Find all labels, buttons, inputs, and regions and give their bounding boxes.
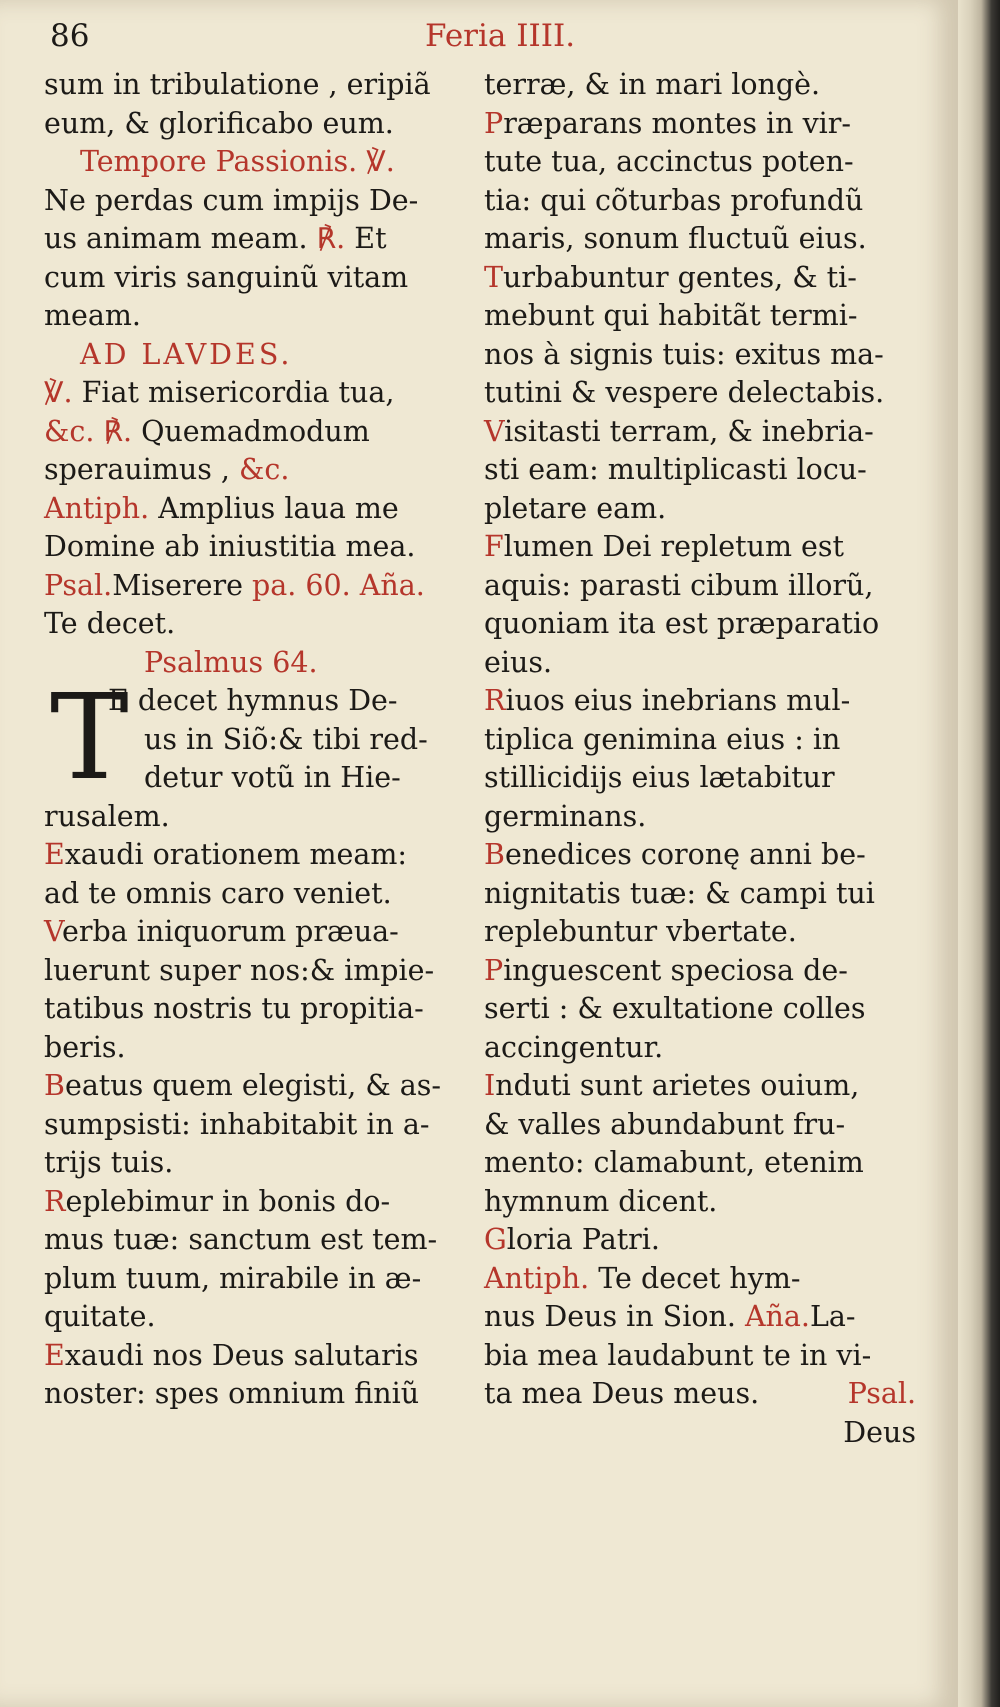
verse-line [44, 1106, 474, 1145]
verse-line [484, 490, 916, 529]
verse-line [484, 605, 916, 644]
verse-line [484, 297, 916, 336]
verse-line [484, 105, 916, 144]
verse-line [484, 1067, 916, 1106]
verse-initial: G [484, 1223, 507, 1256]
dropcap-block [44, 668, 474, 806]
verse-initial: F [484, 530, 504, 563]
verse-line [44, 1298, 474, 1337]
verse-text: iuos eius inebrians mul- [505, 684, 851, 717]
text-line [44, 567, 474, 606]
text-line [484, 1260, 916, 1299]
verse-text: tute tua, accinctus poten- [484, 145, 854, 178]
psalm-label: Psal. [847, 1377, 916, 1410]
verse-line [44, 990, 474, 1029]
verse-text: aquis: parasti cibum illorũ, [484, 568, 874, 602]
text-line [44, 220, 474, 259]
verse-text: mebunt qui habitãt termi- [484, 299, 858, 332]
text-span: nus Deus in Sion. [484, 1300, 736, 1333]
verse-text: eplebimur in bonis do- [65, 1184, 391, 1218]
verse-text: serti : & exultatione colles [484, 992, 866, 1025]
verse-text: inguescent speciosa de- [503, 953, 848, 987]
page-number: 86 [50, 18, 90, 54]
text-line [44, 490, 474, 529]
verse-text: ræparans montes in vir- [503, 106, 852, 140]
verse-text: sumpsisti: inhabitabit in a- [44, 1107, 430, 1141]
text-span: Quemadmodum [141, 414, 370, 448]
text-line: eum, & glorificabo eum. [44, 106, 394, 140]
verse-line [484, 374, 916, 413]
text-line [484, 1298, 916, 1337]
verse-text: noster: spes omnium finiũ [44, 1377, 420, 1410]
verse-line [484, 1144, 916, 1183]
verse-line [484, 1106, 916, 1145]
verse-text: nignitatis tuæ: & campi tui [484, 876, 875, 910]
verse-text: quoniam ita est præparatio [484, 607, 880, 640]
verse-line [44, 1221, 474, 1260]
verse-text: enedices coronę anni be- [504, 838, 866, 871]
right-verses [484, 105, 916, 1260]
verse-line [484, 336, 916, 375]
section-heading: AD LAVDES. [80, 337, 293, 371]
verse-text: tatibus nostris tu propitia- [44, 992, 424, 1025]
verse-initial: V [484, 414, 505, 448]
verse-text: isitasti terram, & inebria- [504, 414, 874, 448]
right-column [484, 66, 916, 1452]
antiphon-label: Antiph. [484, 1261, 590, 1295]
verse-initial: R [44, 1184, 66, 1218]
verse-text: nos à signis tuis: exitus ma- [484, 337, 884, 371]
text-line: meam. [44, 299, 141, 332]
text-span: us animam meam. [44, 222, 308, 255]
text-span: Fiat misericordia tua, [81, 376, 395, 409]
verse-text: mus tuæ: sanctum est tem- [44, 1223, 438, 1256]
verse-text: quitate. [44, 1300, 156, 1333]
text-span: sperauimus , [44, 453, 230, 486]
text-line: Ne perdas cum impijs De- [44, 183, 419, 217]
text-span: M [112, 568, 142, 602]
verse-initial: P [484, 106, 504, 140]
verse-text: luerunt super nos:& impie- [44, 953, 435, 987]
verse-initial: B [484, 838, 505, 871]
verse-initial: T [484, 260, 504, 294]
text-line: sum in tribulatione , eripiã [44, 68, 431, 101]
verse-text: urbabuntur gentes, & ti- [503, 260, 857, 294]
verse-line [484, 259, 916, 298]
page-reference: pa. 60. [252, 568, 351, 602]
text-span: La- [809, 1300, 856, 1333]
verse-text: loria Patri. [506, 1223, 660, 1256]
verse-line [484, 759, 916, 798]
text-line: cum viris sanguinũ vitam [44, 260, 409, 294]
text-span: Et [354, 222, 387, 255]
verse-initial: E [44, 838, 65, 871]
verse-line [484, 913, 916, 952]
verse-initial: E [44, 1338, 65, 1372]
verse-text: tia: qui cõturbas profundũ [484, 183, 864, 217]
verse-line [44, 1183, 474, 1222]
text-span: iserere [141, 568, 243, 602]
etc-mark: &c. [44, 414, 95, 448]
text-span: Te decet hym- [598, 1261, 801, 1295]
verse-line [484, 451, 916, 490]
verse-line [484, 682, 916, 721]
verse-initial: R [484, 684, 506, 717]
verse-line [44, 952, 474, 991]
verse-text: xaudi orationem meam: [64, 838, 407, 871]
left-column [44, 66, 474, 1414]
verse-text: accingentur. [484, 1030, 664, 1064]
verse-line [44, 913, 474, 952]
verse-text: pletare eam. [484, 491, 667, 525]
text-line: terræ, & in mari longè. [484, 68, 821, 101]
verse-line [484, 1221, 916, 1260]
response-mark: ℟. [103, 414, 133, 448]
verse-line [484, 567, 916, 606]
text-line [44, 413, 474, 452]
verse-line [484, 990, 916, 1029]
text-line [44, 374, 474, 413]
text-line: detur votũ in Hie- [144, 761, 401, 794]
versicle-mark: ℣. [44, 376, 73, 409]
verse-text: lumen Dei repletum est [503, 530, 844, 563]
verse-text: eatus quem elegisti, & as- [64, 1069, 442, 1102]
verse-line [484, 798, 916, 837]
catchword-line [484, 1414, 916, 1453]
antiphon-abbrev: Aña. [744, 1300, 810, 1333]
verse-line [484, 413, 916, 452]
verse-text: & valles abundabunt fru- [484, 1107, 846, 1141]
verse-line [44, 836, 474, 875]
verse-line [44, 1067, 474, 1106]
verse-text: stillicidijs eius lætabitur [484, 761, 835, 794]
verse-text: trijs tuis. [44, 1146, 174, 1179]
verse-text: sti eam: multiplicasti locu- [484, 453, 867, 486]
verse-line [484, 644, 916, 683]
text-line [484, 1375, 916, 1414]
verse-initial: I [484, 1069, 496, 1102]
verse-line [44, 1029, 474, 1068]
verse-initial: B [44, 1069, 65, 1102]
verse-line [484, 182, 916, 221]
verse-text: hymnum dicent. [484, 1184, 718, 1218]
text-line: Domine ab iniustitia mea. [44, 530, 416, 563]
page-header [0, 18, 958, 68]
response-mark: ℟. [316, 222, 346, 255]
verse-line [484, 836, 916, 875]
verse-text: plum tuum, mirabile in æ- [44, 1261, 422, 1295]
text-line: bia mea laudabunt te in vi- [484, 1338, 872, 1372]
verse-line [484, 952, 916, 991]
verse-text: nduti sunt arietes ouium, [495, 1069, 860, 1102]
etc-mark: &c. [239, 453, 290, 486]
verse-line [484, 1183, 916, 1222]
text-span: Amplius laua me [158, 491, 399, 525]
psalm-label: Psal. [44, 568, 113, 602]
antiphon-abbrev: Aña. [359, 568, 425, 602]
antiphon-label: Antiph. [44, 491, 150, 525]
catchword: Deus [843, 1415, 916, 1449]
tempore-rubric: Tempore Passionis. ℣. [80, 145, 395, 178]
verse-line [44, 1260, 474, 1299]
verse-text: ad te omnis caro veniet. [44, 876, 392, 910]
text-line: rusalem. [44, 799, 170, 833]
verse-text: maris, sonum fluctuũ eius. [484, 222, 867, 255]
verse-line [484, 143, 916, 182]
verse-text: mento: clamabunt, etenim [484, 1146, 864, 1179]
running-head: Feria IIII. [425, 18, 576, 54]
dropcap-initial: T [50, 668, 129, 806]
text-span: ta mea Deus meus. [484, 1377, 760, 1410]
verse-text: replebuntur vbertate. [484, 915, 797, 948]
verse-initial: V [44, 915, 62, 948]
verse-line [484, 721, 916, 760]
verse-line [484, 528, 916, 567]
verse-text: beris. [44, 1030, 126, 1064]
verse-line [484, 1029, 916, 1068]
psalm-heading: Psalmus 64. [144, 645, 318, 679]
verse-text: xaudi nos Deus salutaris [64, 1338, 419, 1372]
text-line [44, 451, 474, 490]
verse-text: tutini & vespere delectabis. [484, 376, 885, 409]
verse-line [44, 1144, 474, 1183]
verse-line [44, 1337, 474, 1376]
verse-text: erba iniquorum præua- [61, 915, 399, 948]
book-fore-edge [958, 0, 1000, 1707]
verse-line [44, 1375, 474, 1414]
verse-initial: P [484, 953, 504, 987]
text-line: us in Siõ:& tibi red- [144, 722, 428, 756]
verse-line [44, 875, 474, 914]
text-line: E decet hymnus De- [108, 684, 398, 717]
verse-text: tiplica genimina eius : in [484, 722, 841, 756]
left-verses [44, 836, 474, 1414]
verse-text: germinans. [484, 799, 647, 833]
verse-line [484, 220, 916, 259]
verse-line [484, 875, 916, 914]
verse-text: eius. [484, 645, 553, 679]
text-line: Te decet. [44, 607, 176, 640]
